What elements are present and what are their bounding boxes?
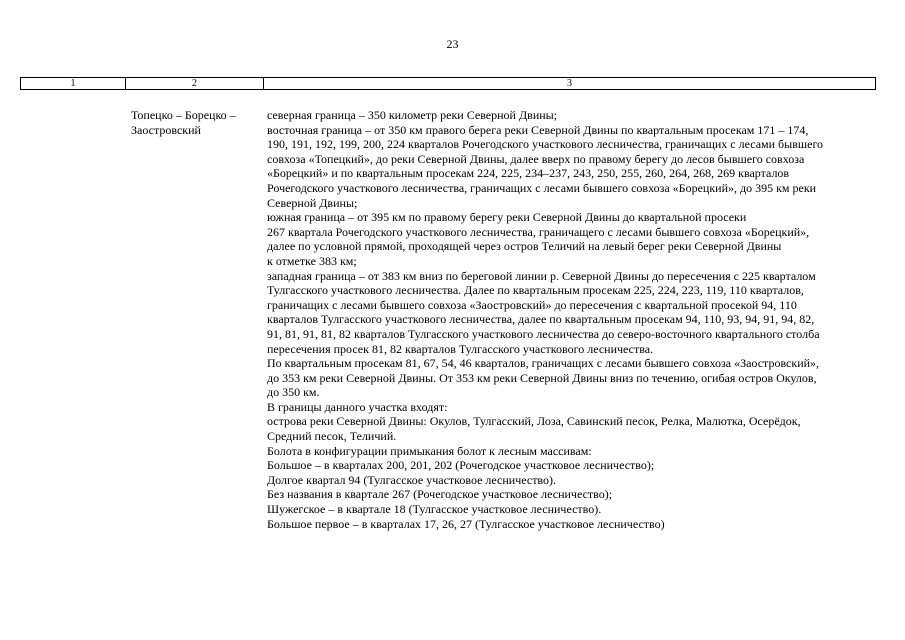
description-line: западная граница – от 383 км вниз по береговой линии р. Северной Двины до пересечения с 225 кварталом: [267, 268, 816, 283]
column-header-row: [21, 78, 876, 90]
description-line: южная граница – от 395 км по правому берегу реки Северной Двины до квартальной просеки: [267, 210, 747, 225]
page-number: 23: [446, 37, 459, 51]
description-line: северная граница – 350 километр реки Северной Двины;: [267, 108, 558, 122]
description-line: острова реки Северной Двины: Окулов, Тулгасский, Лоза, Савинский песок, Релка, Малютка, Осерёдок,: [267, 414, 801, 429]
description-line: Северной Двины;: [267, 195, 358, 210]
column-header-3: 3: [264, 78, 876, 90]
description-line: пересечения просек 81, 82 кварталов Тулгасского участкового лесничества.: [267, 341, 654, 356]
column-header-table: [20, 77, 876, 90]
area-name-line: Топецко – Борецко –: [131, 108, 236, 122]
description-line: Долгое квартал 94 (Тулгасское участковое лесничество).: [267, 472, 557, 487]
description-line: 190, 191, 192, 199, 200, 224 кварталов Рочегодского участкового лесничества, граничащих с лесами бывшего: [267, 137, 824, 152]
description-line: Тулгасского участкового лесничества. Далее по квартальным просекам 225, 224, 223, 119, 110 кварталов,: [267, 283, 804, 298]
description-line: кварталов Тулгасского участкового лесничества, далее по квартальным просекам 94, 110, 93, 94, 91, 94, 82,: [267, 312, 815, 327]
description-line: Без названия в квартале 267 (Рочегодское участковое лесничество);: [267, 487, 613, 502]
area-name-line: Заостровский: [131, 123, 201, 137]
description-line: граничащих с лесами бывшего совхоза «Заостровский» до пересечения с квартальной просекой 94, 110: [267, 297, 797, 312]
description-line: восточная граница – от 350 км правого берега реки Северной Двины по квартальным просекам 171 – 174,: [267, 122, 809, 137]
description-line: далее по условной прямой, проходящей через остров Теличий на левый берег реки Северной Двины: [267, 239, 782, 254]
description-line: В границы данного участка входят:: [267, 399, 448, 414]
description-line: до 350 км.: [267, 385, 320, 400]
description-line: Шужегское – в квартале 18 (Тулгасское участковое лесничество).: [267, 502, 602, 517]
description-line: Рочегодского участкового лесничества, граничащих с лесами бывшего совхоза «Борецкий», до 395 км реки: [267, 180, 817, 195]
description-line: Средний песок, Теличий.: [267, 429, 397, 444]
description-line: «Борецкий» и по квартальным просекам 224, 225, 234–237, 243, 250, 255, 260, 264, 268, 269 кварталов: [267, 166, 790, 181]
description-line: до 353 км реки Северной Двины. От 353 км реки Северной Двины вниз по течению, огибая остров Окулов,: [267, 370, 817, 385]
description-line: 91, 81, 91, 81, 82 кварталов Тулгасского участкового лесничества до северо-восточного квартального столба: [267, 326, 820, 341]
description-line: 267 квартала Рочегодского участкового лесничества, граничащего с лесами бывшего совхоза «Борецкий»,: [267, 224, 810, 239]
boundary-description: [267, 108, 879, 531]
description-line: Болота в конфигурации примыкания болот к лесным массивам:: [267, 443, 592, 458]
description-line: Большое – в кварталах 200, 201, 202 (Рочегодское участковое лесничество);: [267, 458, 655, 473]
column-header-1: 1: [21, 78, 126, 90]
column-header-2: 2: [126, 78, 264, 90]
description-line: Большое первое – в кварталах 17, 26, 27 (Тулгасское участковое лесничество): [267, 516, 665, 531]
description-line: совхоза «Топецкий», до реки Северной Двины, далее вверх по правому берегу до лесов бывшего совхоза: [267, 151, 805, 166]
area-name: [131, 108, 261, 138]
description-line: к отметке 383 км;: [267, 253, 357, 268]
description-line: По квартальным просекам 81, 67, 54, 46 кварталов, граничащих с лесами бывшего совхоза «Заостровский»,: [267, 356, 820, 371]
